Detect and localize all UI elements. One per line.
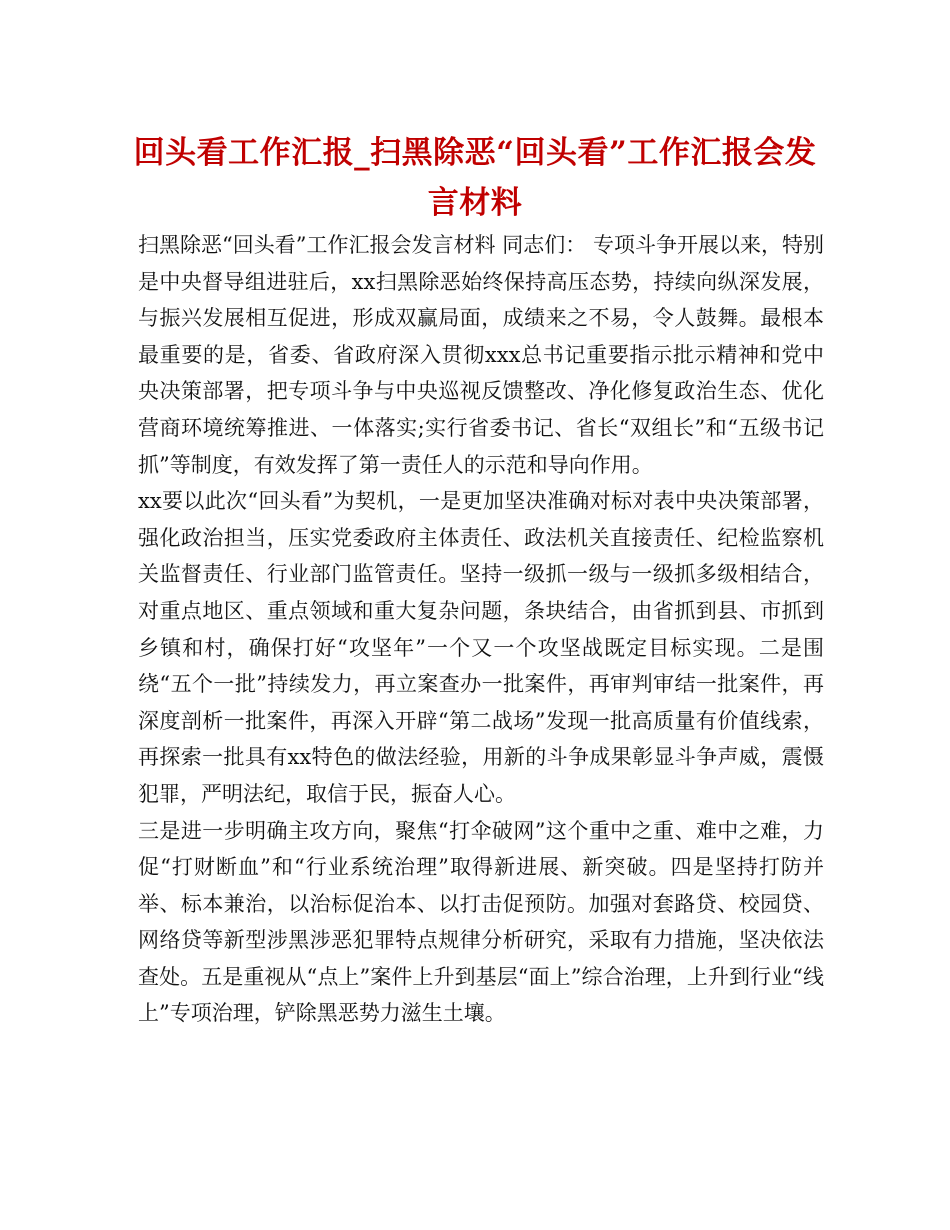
paragraph: 三是进一步明确主攻方向，聚焦“打伞破网”这个重中之重、难中之难，力促“打财断血”和“行业系统治理”取得新进展、新突破。四是坚持打防并举、标本兼治，以治标促治本、以打击促预防。加强对套路贷、校园贷、网络贷等新型涉黑涉恶犯罪特点规律分析研究，采取有力措施，坚决依法查处。五是重视从“点上”案件上升到基层“面上”综合治理，上升到行业“线上”专项治理，铲除黑恶势力滋生土壤。	[138, 818, 824, 1026]
document-title: 回头看工作汇报_扫黑除恶“回头看”工作汇报会发言材料	[133, 135, 817, 221]
paragraph: xx要以此次“回头看”为契机，一是更加坚决准确对标对表中央决策部署，强化政治担当，压实党委政府主体责任、政法机关直接责任、纪检监察机关监督责任、行业部门监管责任。坚持一级抓一级与一级抓多级相结合，对重点地区、重点领域和重大复杂问题，条块结合，由省抓到县、市抓到乡镇和村，确保打好“攻坚年”一个又一个攻坚战既定目标实现。二是围绕“五个一批”持续发力，再立案查办一批案件，再审判审结一批案件，再深度剖析一批案件，再深入开辟“第二战场”发现一批高质量有价值线索，再探索一批具有xx特色的做法经验，用新的斗争成果彰显斗争声威，震慑犯罪，严明法纪，取信于民，振奋人心。	[138, 489, 824, 806]
document-body	[138, 227, 824, 1032]
paragraph: 扫黑除恶“回头看”工作汇报会发言材料 同志们： 专项斗争开展以来，特别是中央督导组进驻后，xx扫黑除恶始终保持高压态势，持续向纵深发展，与振兴发展相互促进，形成双赢局面，成绩来之不易，令人鼓舞。最根本最重要的是，省委、省政府深入贯彻xxx总书记重要指示批示精神和党中央决策部署，把专项斗争与中央巡视反馈整改、净化修复政治生态、优化营商环境统筹推进、一体落实;实行省委书记、省长“双组长”和“五级书记抓”等制度，有效发挥了第一责任人的示范和导向作用。	[138, 233, 824, 477]
